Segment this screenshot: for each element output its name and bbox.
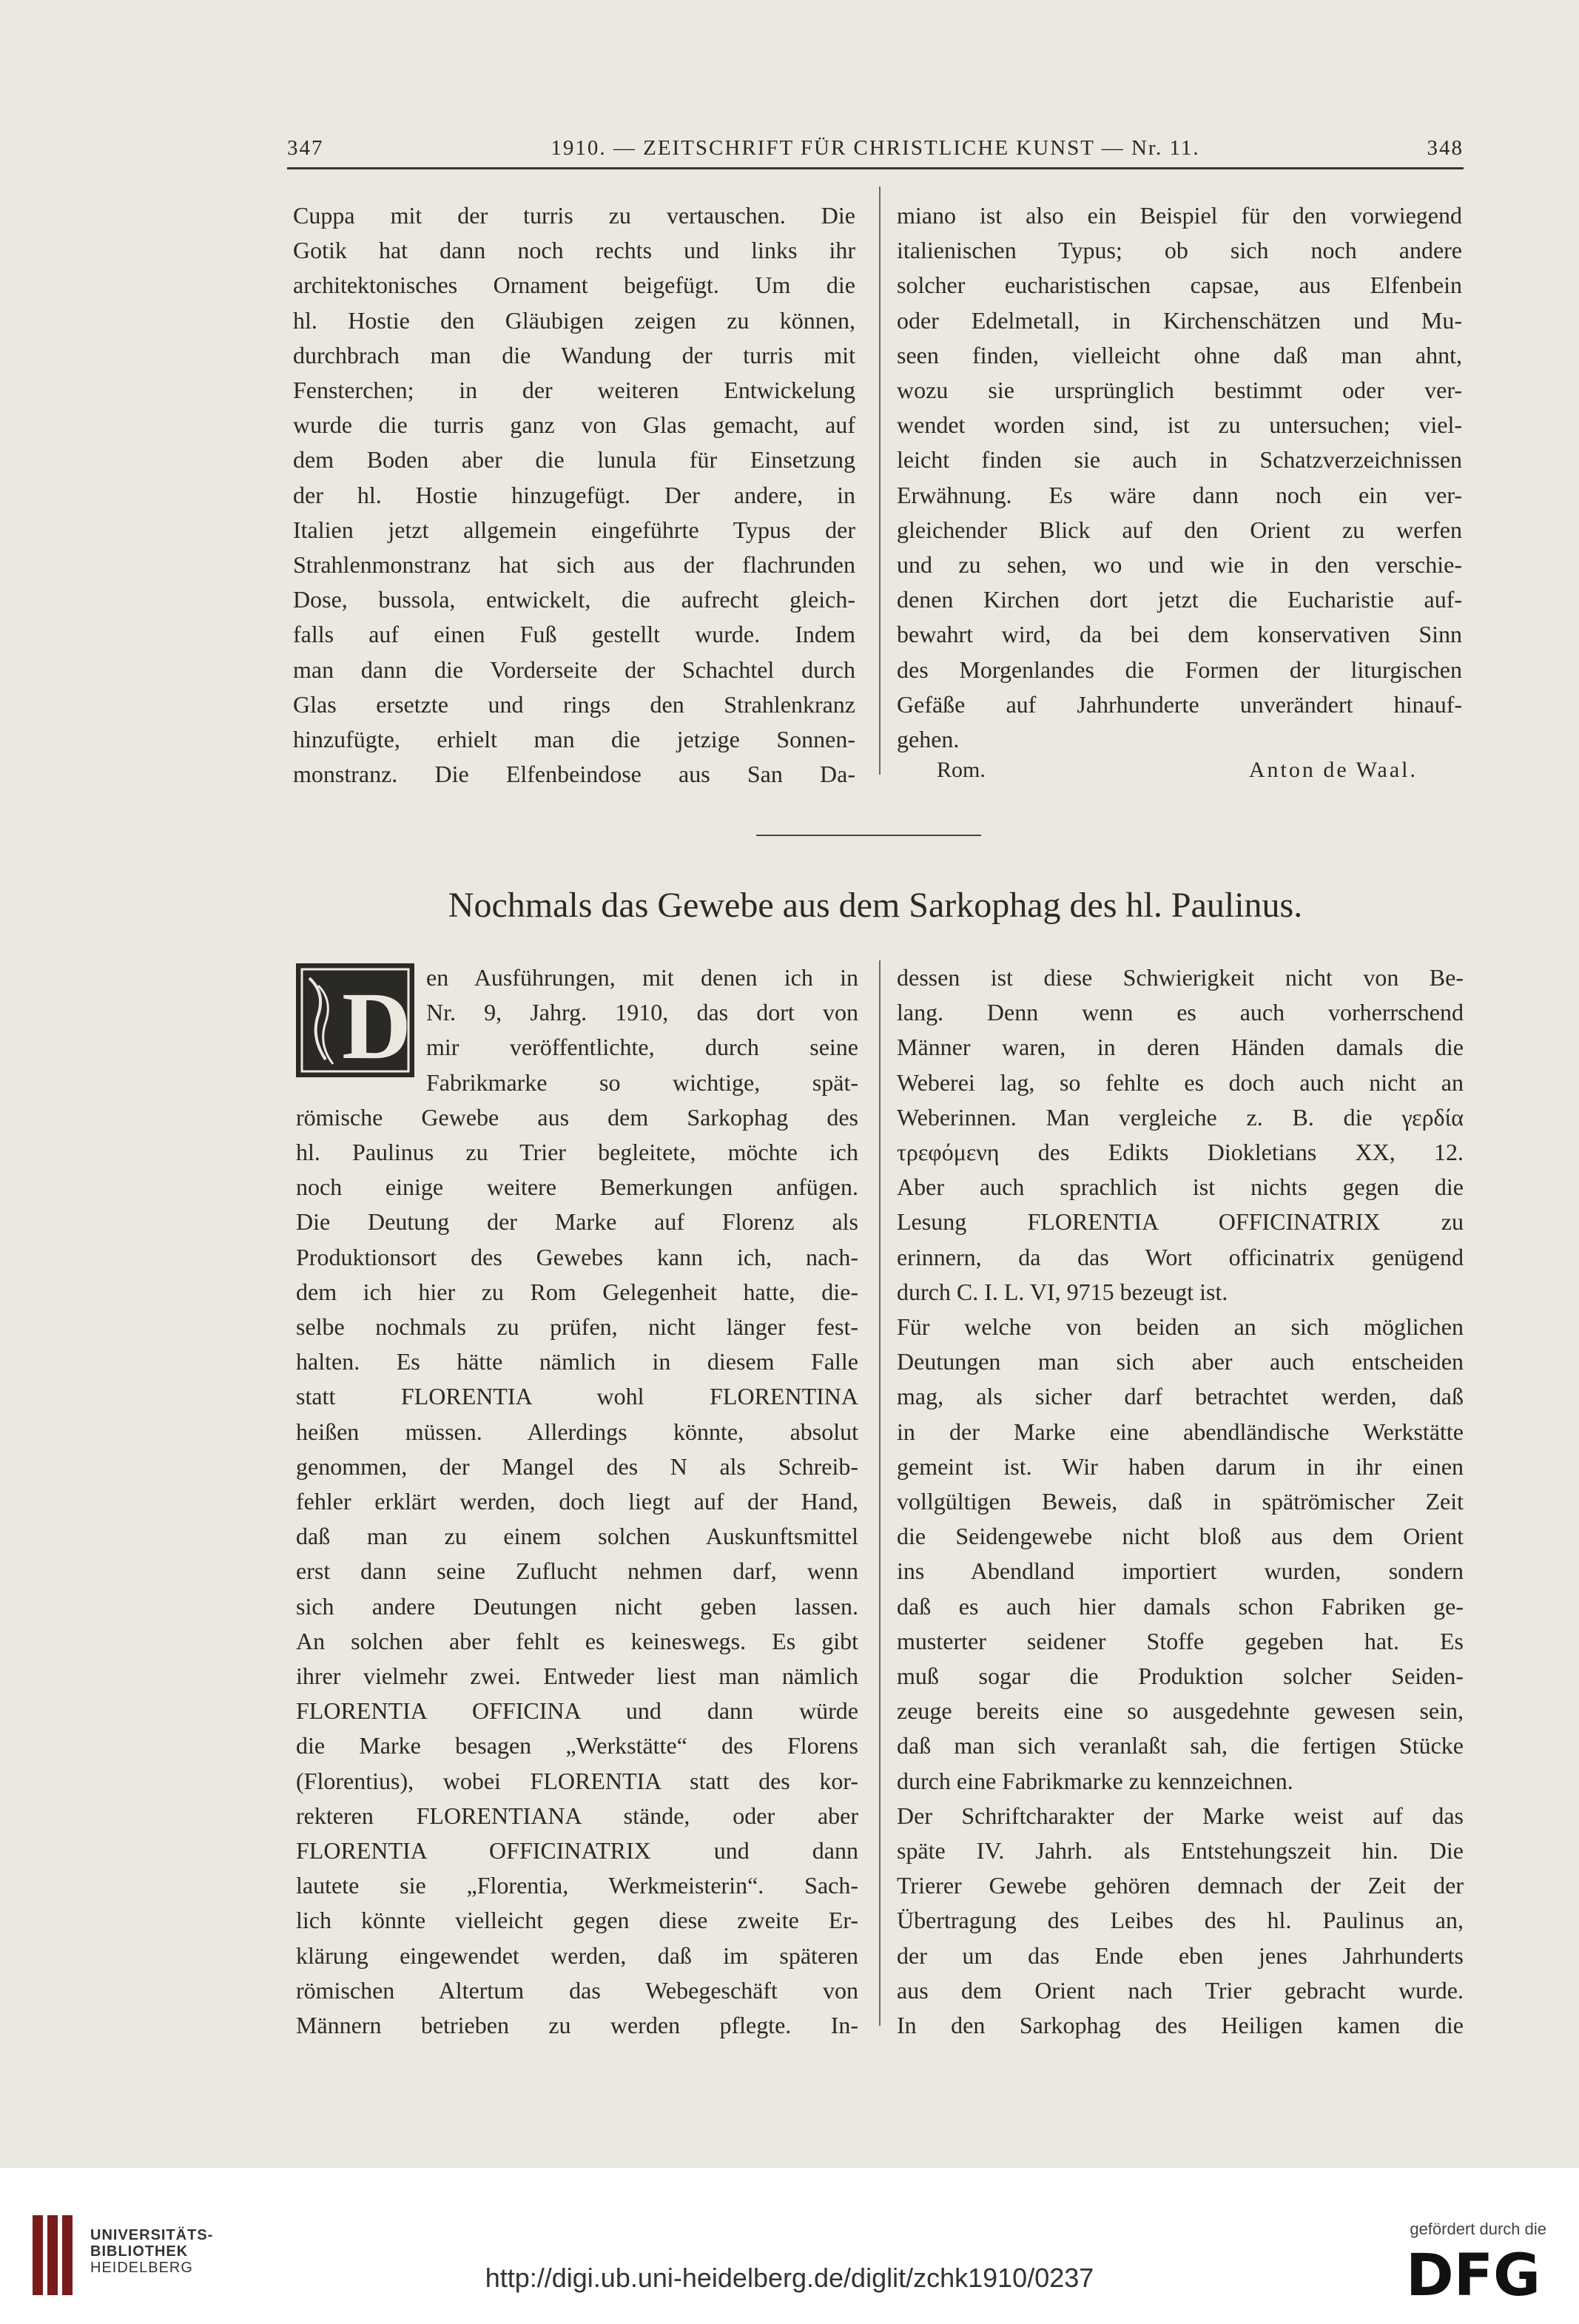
text-line: Gefäße auf Jahrhunderte unverändert hinauf-	[897, 690, 1462, 718]
text-line: durchbrach man die Wandung der turris mit	[293, 341, 855, 368]
text-line: architektonisches Ornament beigefügt. Um die	[293, 272, 855, 299]
svg-text:D: D	[342, 973, 411, 1077]
text-line: späte IV. Jahrh. als Entstehungszeit hin. Die	[897, 1837, 1464, 1865]
dfg-logo-icon	[1406, 2248, 1546, 2301]
text-line: monstranz. Die Elfenbeindose aus San Da-	[293, 761, 855, 788]
text-line: durch eine Fabrikmarke zu kennzeichnen.	[897, 1767, 1293, 1794]
text-line: genommen, der Mangel des N als Schreib-	[296, 1452, 858, 1480]
text-line: klärung eingewendet werden, daß im späteren	[296, 1941, 858, 1969]
page-number-left: 347	[287, 136, 324, 160]
text-line: hinzufügte, erhielt man die jetzige Sonnen-	[293, 726, 855, 753]
text-line: Fabrikmarke so wichtige, spät-	[426, 1068, 858, 1096]
text-line: Fensterchen; in der weiteren Entwickelung	[293, 377, 855, 404]
text-line: falls auf einen Fuß gestellt wurde. Indem	[293, 621, 855, 648]
funding-caption: gefördert durch die	[1410, 2220, 1546, 2238]
text-line: hl. Hostie den Gläubigen zeigen zu können,	[293, 306, 855, 334]
text-line: In den Sarkophag des Heiligen kamen die	[897, 2012, 1464, 2039]
article-column-1	[296, 960, 858, 2043]
text-line: Italien jetzt allgemein eingeführte Typus der	[293, 516, 855, 543]
text-line: die Marke besagen „Werkstätte“ des Florens	[296, 1732, 858, 1759]
text-line: erst dann seine Zuflucht nehmen darf, wenn	[296, 1557, 858, 1585]
text-line: wozu sie ursprünglich bestimmt oder ver-	[897, 377, 1462, 404]
svg-text:DFG: DFG	[1406, 2248, 1541, 2301]
text-line: Aber auch sprachlich ist nichts gegen die	[897, 1173, 1464, 1201]
text-line: römischen Altertum das Webegeschäft von	[296, 1976, 858, 2004]
library-name: UNIVERSITÄTS- BIBLIOTHEK HEIDELBERG	[90, 2227, 214, 2276]
text-line: Übertragung des Leibes des hl. Paulinus an,	[897, 1907, 1464, 1934]
text-line: Trierer Gewebe gehören demnach der Zeit der	[897, 1872, 1464, 1899]
text-line: sich andere Deutungen nicht geben lassen.	[296, 1592, 858, 1620]
text-line: halten. Es hätte nämlich in diesem Falle	[296, 1348, 858, 1375]
text-line: gleichender Blick auf den Orient zu werfen	[897, 516, 1462, 543]
text-line: solcher eucharistischen capsae, aus Elfenbein	[897, 272, 1462, 299]
text-line: leicht finden sie auch in Schatzverzeichnissen	[897, 446, 1462, 474]
text-line: wurde die turris ganz von Glas gemacht, auf	[293, 411, 855, 439]
text-line: Lesung FLORENTIA OFFICINATRIX zu	[897, 1208, 1464, 1236]
text-line: muß sogar die Produktion solcher Seiden-	[897, 1663, 1464, 1690]
text-line: der hl. Hostie hinzugefügt. Der andere, in	[293, 481, 855, 508]
text-line: gehen.	[897, 726, 960, 753]
text-line: bewahrt wird, da bei dem konservativen Sinn	[897, 621, 1462, 648]
text-line: lich könnte vielleicht gegen diese zweite Er-	[296, 1907, 858, 1934]
journal-title: 1910. — ZEITSCHRIFT FÜR CHRISTLICHE KUNST — Nr. 11.	[551, 136, 1200, 160]
text-line: noch einige weitere Bemerkungen anfügen.	[296, 1173, 858, 1201]
text-line: lang. Denn wenn es auch vorherrschend	[897, 999, 1464, 1026]
text-line: seen finden, vielleicht ohne daß man ahnt,	[897, 341, 1462, 368]
text-line: FLORENTIA OFFICINA und dann würde	[296, 1697, 858, 1725]
text-line: lautete sie „Florentia, Werkmeisterin“. Sach-	[296, 1872, 858, 1899]
text-line: Der Schriftcharakter der Marke weist auf das	[897, 1802, 1464, 1829]
text-line: Strahlenmonstranz hat sich aus der flachrunden	[293, 551, 855, 579]
text-line: Für welche von beiden an sich möglichen	[897, 1313, 1464, 1341]
text-line: Männern betrieben zu werden pflegte. In-	[296, 2012, 858, 2039]
text-line: erinnern, da das Wort officinatrix genügend	[897, 1243, 1464, 1270]
text-line: τρεφόμενη des Edikts Diokletians XX, 12.	[897, 1139, 1464, 1166]
text-line: An solchen aber fehlt es keineswegs. Es gibt	[296, 1627, 858, 1654]
text-line: FLORENTIA OFFICINATRIX und dann	[296, 1837, 858, 1865]
text-line: Männer waren, in deren Händen damals die	[897, 1034, 1464, 1061]
text-line: daß man sich veranlaßt sah, die fertigen Stücke	[897, 1732, 1464, 1759]
text-line: wendet worden sind, ist zu untersuchen; viel-	[897, 411, 1462, 439]
prev-article-column-2	[897, 198, 1462, 757]
text-line: Deutungen man sich aber auch entscheiden	[897, 1348, 1464, 1375]
text-line: Weberei lag, so fehlte es doch auch nicht an	[897, 1068, 1464, 1096]
text-line: die Seidengewebe nicht bloß aus dem Orient	[897, 1523, 1464, 1550]
text-line: durch C. I. L. VI, 9715 bezeugt ist.	[897, 1278, 1228, 1305]
text-line: Glas ersetzte und rings den Strahlenkranz	[293, 690, 855, 718]
text-line: Weberinnen. Man vergleiche z. B. die γερδία	[897, 1103, 1464, 1131]
text-line: fehler erklärt werden, doch liegt auf der Hand,	[296, 1488, 858, 1515]
text-line: aus dem Orient nach Trier gebracht wurde.	[897, 1976, 1464, 2004]
article-column-2	[897, 960, 1464, 2043]
text-line: Cuppa mit der turris zu vertauschen. Die	[293, 202, 855, 229]
text-line: mir veröffentlichte, durch seine	[426, 1034, 858, 1061]
text-line: Erwähnung. Es wäre dann noch ein ver-	[897, 481, 1462, 508]
text-line: und zu sehen, wo und wie in den verschie-	[897, 551, 1462, 579]
text-line: dem Boden aber die lunula für Einsetzung	[293, 446, 855, 474]
text-line: Dose, bussola, entwickelt, die aufrecht gleich-	[293, 586, 855, 613]
signature-place: Rom.	[937, 758, 986, 782]
text-line: des Morgenlandes die Formen der liturgischen	[897, 656, 1462, 683]
text-line: Die Deutung der Marke auf Florenz als	[296, 1208, 858, 1236]
text-line: selbe nochmals zu prüfen, nicht länger fest-	[296, 1313, 858, 1341]
text-line: musterter seidener Stoffe gegeben hat. Es	[897, 1627, 1464, 1654]
text-line: Gotik hat dann noch rechts und links ihr	[293, 237, 855, 264]
text-line: italienischen Typus; ob sich noch andere	[897, 237, 1462, 264]
permalink-url[interactable]: http://digi.ub.uni-heidelberg.de/diglit/zchk1910/0237	[485, 2263, 1094, 2293]
text-line: vollgültigen Beweis, daß in spätrömischer Zeit	[897, 1488, 1464, 1515]
article-title: Nochmals das Gewebe aus dem Sarkophag des hl. Paulinus.	[448, 886, 1303, 925]
text-line: Nr. 9, Jahrg. 1910, das dort von	[426, 999, 858, 1026]
digitization-footer	[0, 2168, 1579, 2324]
text-line: rekteren FLORENTIANA stände, oder aber	[296, 1802, 858, 1829]
text-line: Produktionsort des Gewebes kann ich, nach-	[296, 1243, 858, 1270]
text-line: gemeint ist. Wir haben darum in ihr einen	[897, 1452, 1464, 1480]
text-line: statt FLORENTIA wohl FLORENTINA	[296, 1383, 858, 1410]
header-rule	[287, 167, 1464, 169]
running-header	[287, 130, 1464, 167]
text-line: dem ich hier zu Rom Gelegenheit hatte, die-	[296, 1278, 858, 1305]
text-line: denen Kirchen dort jetzt die Eucharistie auf-	[897, 586, 1462, 613]
text-line: man dann die Vorderseite der Schachtel durch	[293, 656, 855, 683]
prev-article-column-1	[293, 198, 855, 792]
text-line: ihrer vielmehr zwei. Entweder liest man nämlich	[296, 1663, 858, 1690]
text-line: mag, als sicher darf betrachtet werden, daß	[897, 1383, 1464, 1410]
text-line: miano ist also ein Beispiel für den vorwiegend	[897, 202, 1462, 229]
text-line: römische Gewebe aus dem Sarkophag des	[296, 1103, 858, 1131]
column-divider-top	[879, 186, 881, 775]
text-line: in der Marke eine abendländische Werkstätte	[897, 1418, 1464, 1445]
text-line: ins Abendland importiert wurden, sondern	[897, 1557, 1464, 1585]
text-line: hl. Paulinus zu Trier begleitete, möchte ich	[296, 1139, 858, 1166]
article-separator	[756, 835, 981, 836]
column-divider-bottom	[879, 960, 881, 2026]
page-number-right: 348	[1427, 136, 1464, 160]
text-line: zeuge bereits eine so ausgedehnte gewesen sein,	[897, 1697, 1464, 1725]
text-line: daß es auch hier damals schon Fabriken ge-	[897, 1592, 1464, 1620]
text-line: en Ausführungen, mit denen ich in	[426, 964, 858, 991]
text-line: heißen müssen. Allerdings könnte, absolut	[296, 1418, 858, 1445]
signature-name: Anton de Waal.	[1248, 758, 1418, 782]
text-line: der um das Ende eben jenes Jahrhunderts	[897, 1941, 1464, 1969]
text-line: dessen ist diese Schwierigkeit nicht von Be-	[897, 964, 1464, 991]
text-line: daß man zu einem solchen Auskunftsmittel	[296, 1523, 858, 1550]
text-line: oder Edelmetall, in Kirchenschätzen und Mu-	[897, 306, 1462, 334]
text-line: (Florentius), wobei FLORENTIA statt des kor-	[296, 1767, 858, 1794]
